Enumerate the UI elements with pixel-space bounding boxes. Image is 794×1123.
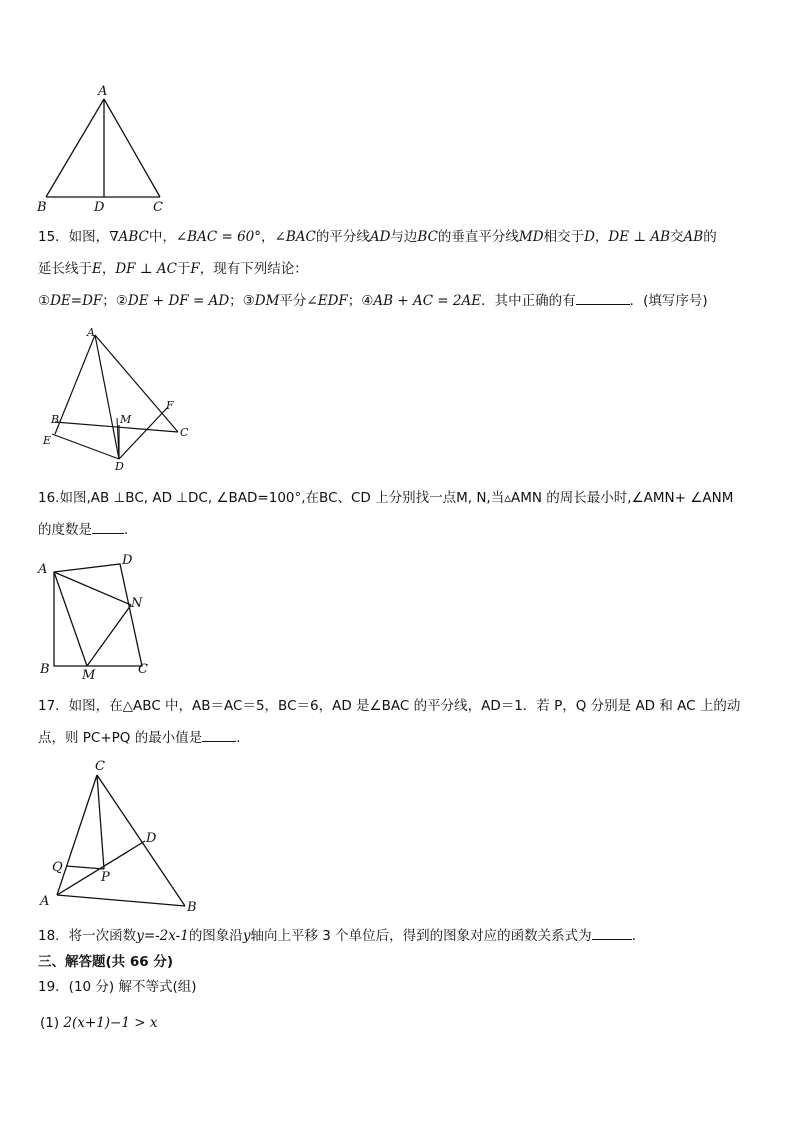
math: 2(x+1)−1 > x bbox=[63, 1015, 158, 1031]
label-a: A bbox=[38, 562, 48, 577]
answer-blank[interactable] bbox=[92, 521, 124, 534]
text: 三、解答题(共 66 分) bbox=[38, 954, 174, 970]
text: 的度数是 bbox=[38, 522, 92, 538]
label-m: M bbox=[120, 413, 132, 426]
q17-line2 bbox=[38, 729, 241, 747]
label-d: D bbox=[122, 553, 133, 568]
label-p: P bbox=[101, 870, 110, 885]
math: BC bbox=[417, 229, 438, 245]
text: ① bbox=[38, 293, 51, 309]
math: AB bbox=[683, 229, 704, 245]
label-d: D bbox=[146, 831, 157, 846]
text: 于 bbox=[176, 261, 191, 277]
text: . bbox=[236, 730, 241, 746]
math: MD bbox=[518, 229, 544, 245]
math: AB + AC = 2AE bbox=[373, 293, 482, 309]
label-e: E bbox=[43, 434, 52, 447]
math: y=-2x-1 bbox=[136, 928, 189, 944]
text: . bbox=[631, 928, 636, 944]
answer-blank[interactable] bbox=[592, 927, 632, 940]
text: 15．如图， bbox=[38, 229, 110, 245]
text: 19．(10 分) 解不等式(组) bbox=[38, 979, 197, 995]
q15-line3 bbox=[38, 292, 708, 310]
label-c: C bbox=[138, 662, 148, 677]
text: 中， bbox=[148, 229, 176, 245]
figure-q17 bbox=[30, 755, 210, 913]
text: 相交于 bbox=[543, 229, 585, 245]
text: ．(填写序号) bbox=[629, 293, 708, 309]
q16-line2 bbox=[38, 521, 128, 539]
text: ；③ bbox=[229, 293, 255, 309]
q17-line1 bbox=[38, 697, 740, 715]
q19-title bbox=[38, 978, 197, 996]
figure-q15 bbox=[30, 322, 200, 472]
label-f: F bbox=[166, 399, 174, 412]
q16-line1 bbox=[38, 489, 733, 507]
label-b: B bbox=[187, 900, 197, 913]
label-m: M bbox=[82, 668, 96, 680]
text: ， bbox=[594, 229, 609, 245]
text: 17．如图，在△ABC 中，AB＝AC＝5，BC＝6，AD 是∠BAC 的平分线，AD＝1．若 P，Q 分别是 AD 和 AC 上的动 bbox=[38, 698, 741, 714]
text: ，现有下列结论： bbox=[199, 261, 308, 277]
q18-line bbox=[38, 927, 636, 945]
label-d: D bbox=[94, 200, 105, 215]
math: D bbox=[584, 229, 595, 245]
math: F bbox=[190, 261, 200, 277]
math: ∠EDF bbox=[306, 293, 348, 309]
q15-line2 bbox=[38, 260, 308, 278]
figure-q16 bbox=[30, 552, 160, 680]
math: y bbox=[242, 928, 251, 944]
label-c: C bbox=[180, 426, 189, 439]
math: DE ⊥ AB bbox=[608, 229, 671, 245]
text: 轴向上平移 3 个单位后，得到的图象对应的函数关系式为 bbox=[250, 928, 592, 944]
math: ∠BAC bbox=[274, 229, 316, 245]
math: ∠BAC = 60° bbox=[175, 229, 262, 245]
text: 平分 bbox=[279, 293, 307, 309]
q15-line1 bbox=[38, 228, 717, 246]
label-b: B bbox=[51, 413, 60, 426]
math: E bbox=[92, 261, 102, 277]
label-b: B bbox=[37, 200, 47, 215]
label-a: A bbox=[87, 326, 95, 339]
text: . bbox=[124, 522, 129, 538]
section-title bbox=[38, 953, 173, 971]
text: 与边 bbox=[390, 229, 418, 245]
text: ；④ bbox=[347, 293, 374, 309]
figure-triangle-abc bbox=[30, 80, 180, 220]
label-n: N bbox=[131, 596, 143, 611]
answer-blank[interactable] bbox=[576, 292, 630, 305]
label-d: D bbox=[115, 460, 124, 472]
label-b: B bbox=[40, 662, 50, 677]
text: (1) bbox=[40, 1015, 60, 1031]
text: 的图象沿 bbox=[188, 928, 243, 944]
label-q: Q bbox=[52, 860, 63, 875]
math: ∇ABC bbox=[109, 229, 149, 245]
math: DE + DF = AD bbox=[127, 293, 230, 309]
math: DF ⊥ AC bbox=[115, 261, 177, 277]
text: 18．将一次函数 bbox=[38, 928, 137, 944]
label-c: C bbox=[95, 759, 105, 774]
text: ， bbox=[261, 229, 275, 245]
text: 点，则 PC+PQ 的最小值是 bbox=[38, 730, 203, 746]
label-a: A bbox=[40, 894, 50, 909]
q19-part1 bbox=[40, 1014, 157, 1032]
text: 的 bbox=[703, 229, 717, 245]
text: ．其中正确的有 bbox=[481, 293, 576, 309]
math: AD bbox=[369, 229, 391, 245]
label-c: C bbox=[153, 200, 163, 215]
text: ；② bbox=[102, 293, 128, 309]
text: 的垂直平分线 bbox=[437, 229, 519, 245]
math: DM bbox=[254, 293, 280, 309]
text: 的平分线 bbox=[315, 229, 370, 245]
math: DE=DF bbox=[50, 293, 103, 309]
answer-blank[interactable] bbox=[202, 729, 236, 742]
text: 延长线于 bbox=[38, 261, 92, 277]
text: 16.如图,AB ⊥BC, AD ⊥DC, ∠BAD=100°,在BC、CD 上分别找一点M, N,当▵AMN 的周长最小时,∠AMN+ ∠ANM bbox=[38, 490, 734, 506]
label-a: A bbox=[98, 84, 108, 99]
text: ， bbox=[101, 261, 116, 277]
text: 交 bbox=[670, 229, 684, 245]
